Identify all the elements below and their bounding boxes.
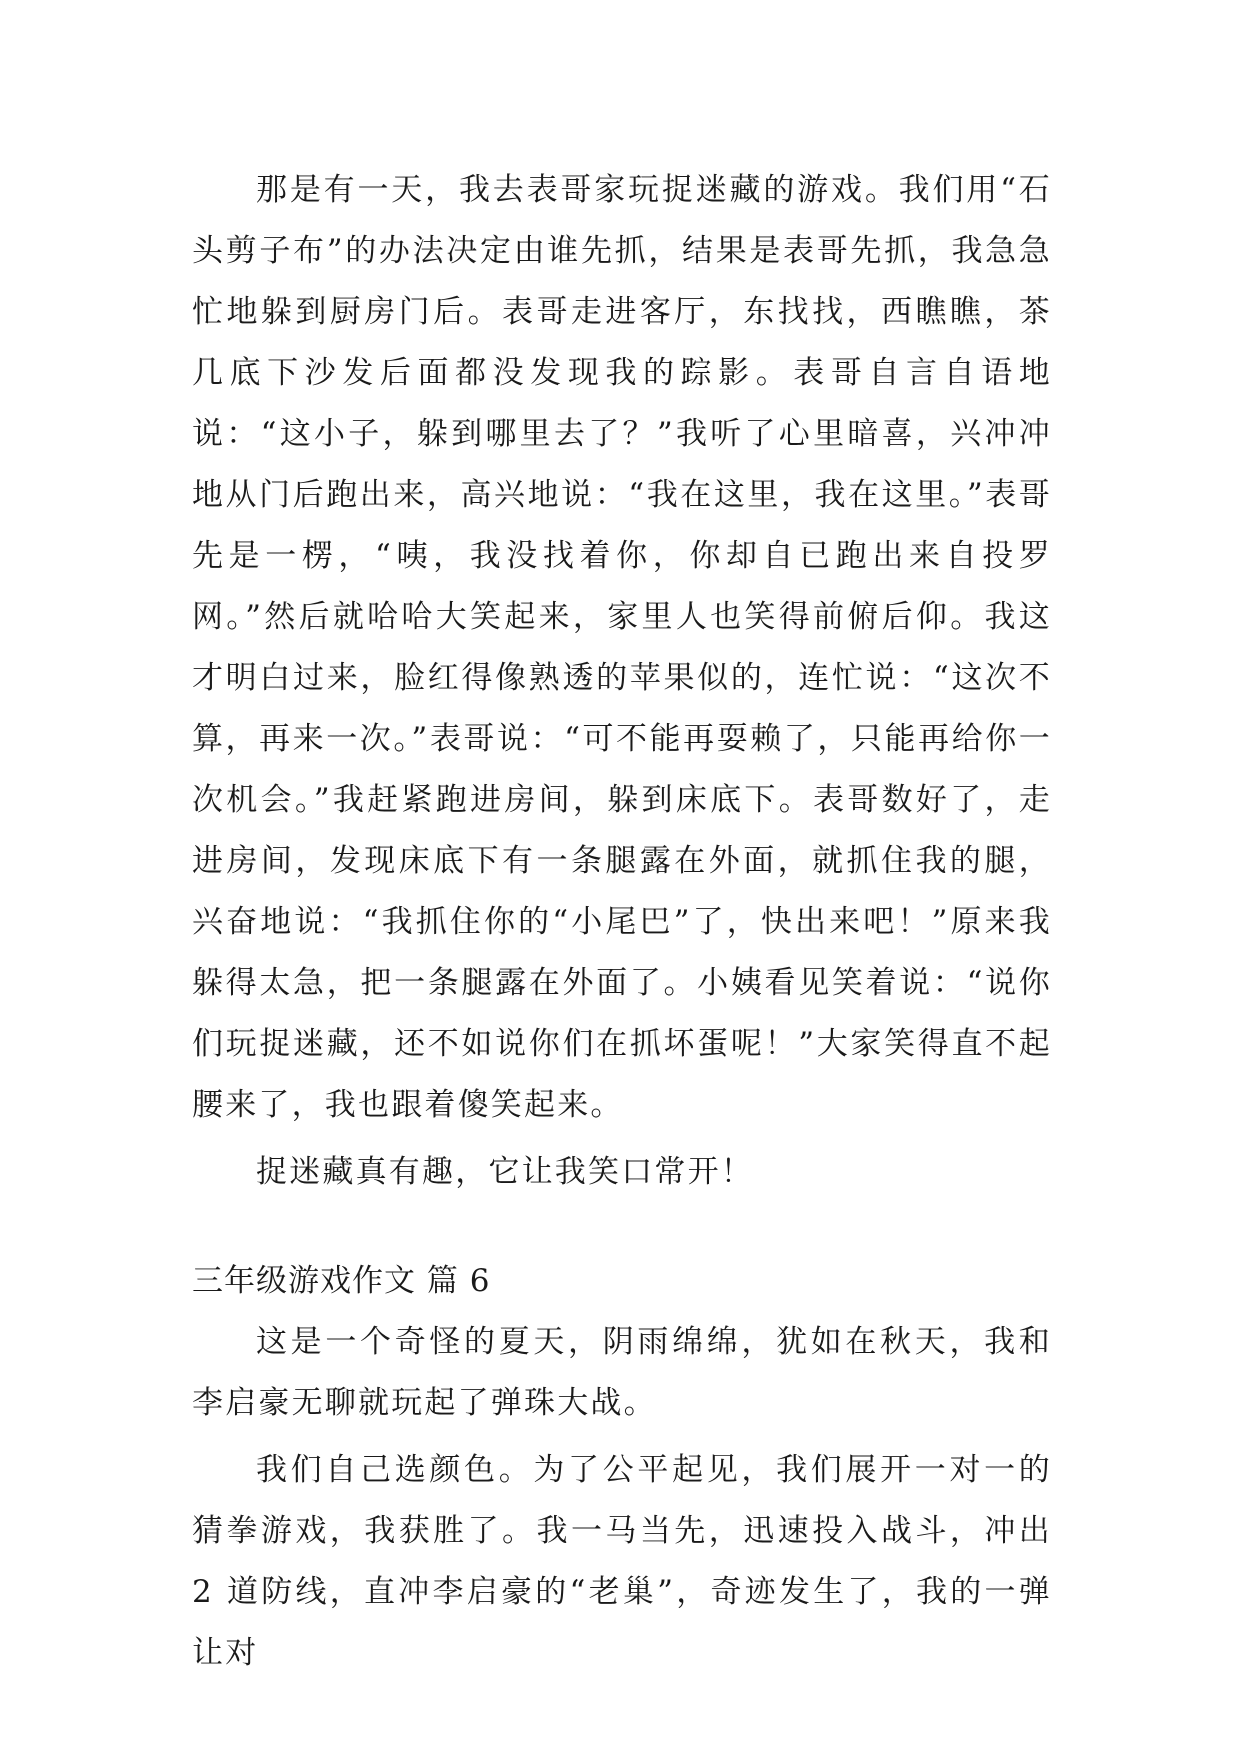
paragraph-summer-intro: 这是一个奇怪的夏天，阴雨绵绵，犹如在秋天，我和李启豪无聊就玩起了弹珠大战。 <box>192 1324 1052 1421</box>
document-body <box>192 160 1052 1684</box>
paragraph-marble-battle: 我们自己选颜色。为了公平起见，我们展开一对一的猜拳游戏，我获胜了。我一马当先，迅速投入战斗，冲出 2 道防线，直冲李启豪的“老巢”，奇迹发生了，我的一弹让对 <box>192 1452 1052 1671</box>
section-heading: 三年级游戏作文 篇 6 <box>192 1263 491 1299</box>
paragraph-hide-and-seek-story: 那是有一天，我去表哥家玩捉迷藏的游戏。我们用“石头剪子布”的办法决定由谁先抓，结果是表哥先抓，我急急忙地躲到厨房门后。表哥走进客厅，东找找，西瞧瞧，茶几底下沙发后面都没发现我的踪影。表哥自言自语地说：“这小子，躲到哪里去了？”我听了心里暗喜，兴冲冲地从门后跑出来，高兴地说：“我在这里，我在这里。”表哥先是一楞，“咦，我没找着你，你却自已跑出来自投罗网。”然后就哈哈大笑起来，家里人也笑得前俯后仰。我这才明白过来，脸红得像熟透的苹果似的，连忙说：“这次不算，再来一次。”表哥说：“可不能再耍赖了，只能再给你一次机会。”我赶紧跑进房间，躲到床底下。表哥数好了，走进房间，发现床底下有一条腿露在外面，就抓住我的腿，兴奋地说：“我抓住你的“小尾巴”了，快出来吧！”原来我躲得太急，把一条腿露在外面了。小姨看见笑着说：“说你们玩捉迷藏，还不如说你们在抓坏蛋呢！”大家笑得直不起腰来了，我也跟着傻笑起来。 <box>192 172 1052 1123</box>
paragraph-conclusion: 捉迷藏真有趣，它让我笑口常开！ <box>256 1154 754 1190</box>
